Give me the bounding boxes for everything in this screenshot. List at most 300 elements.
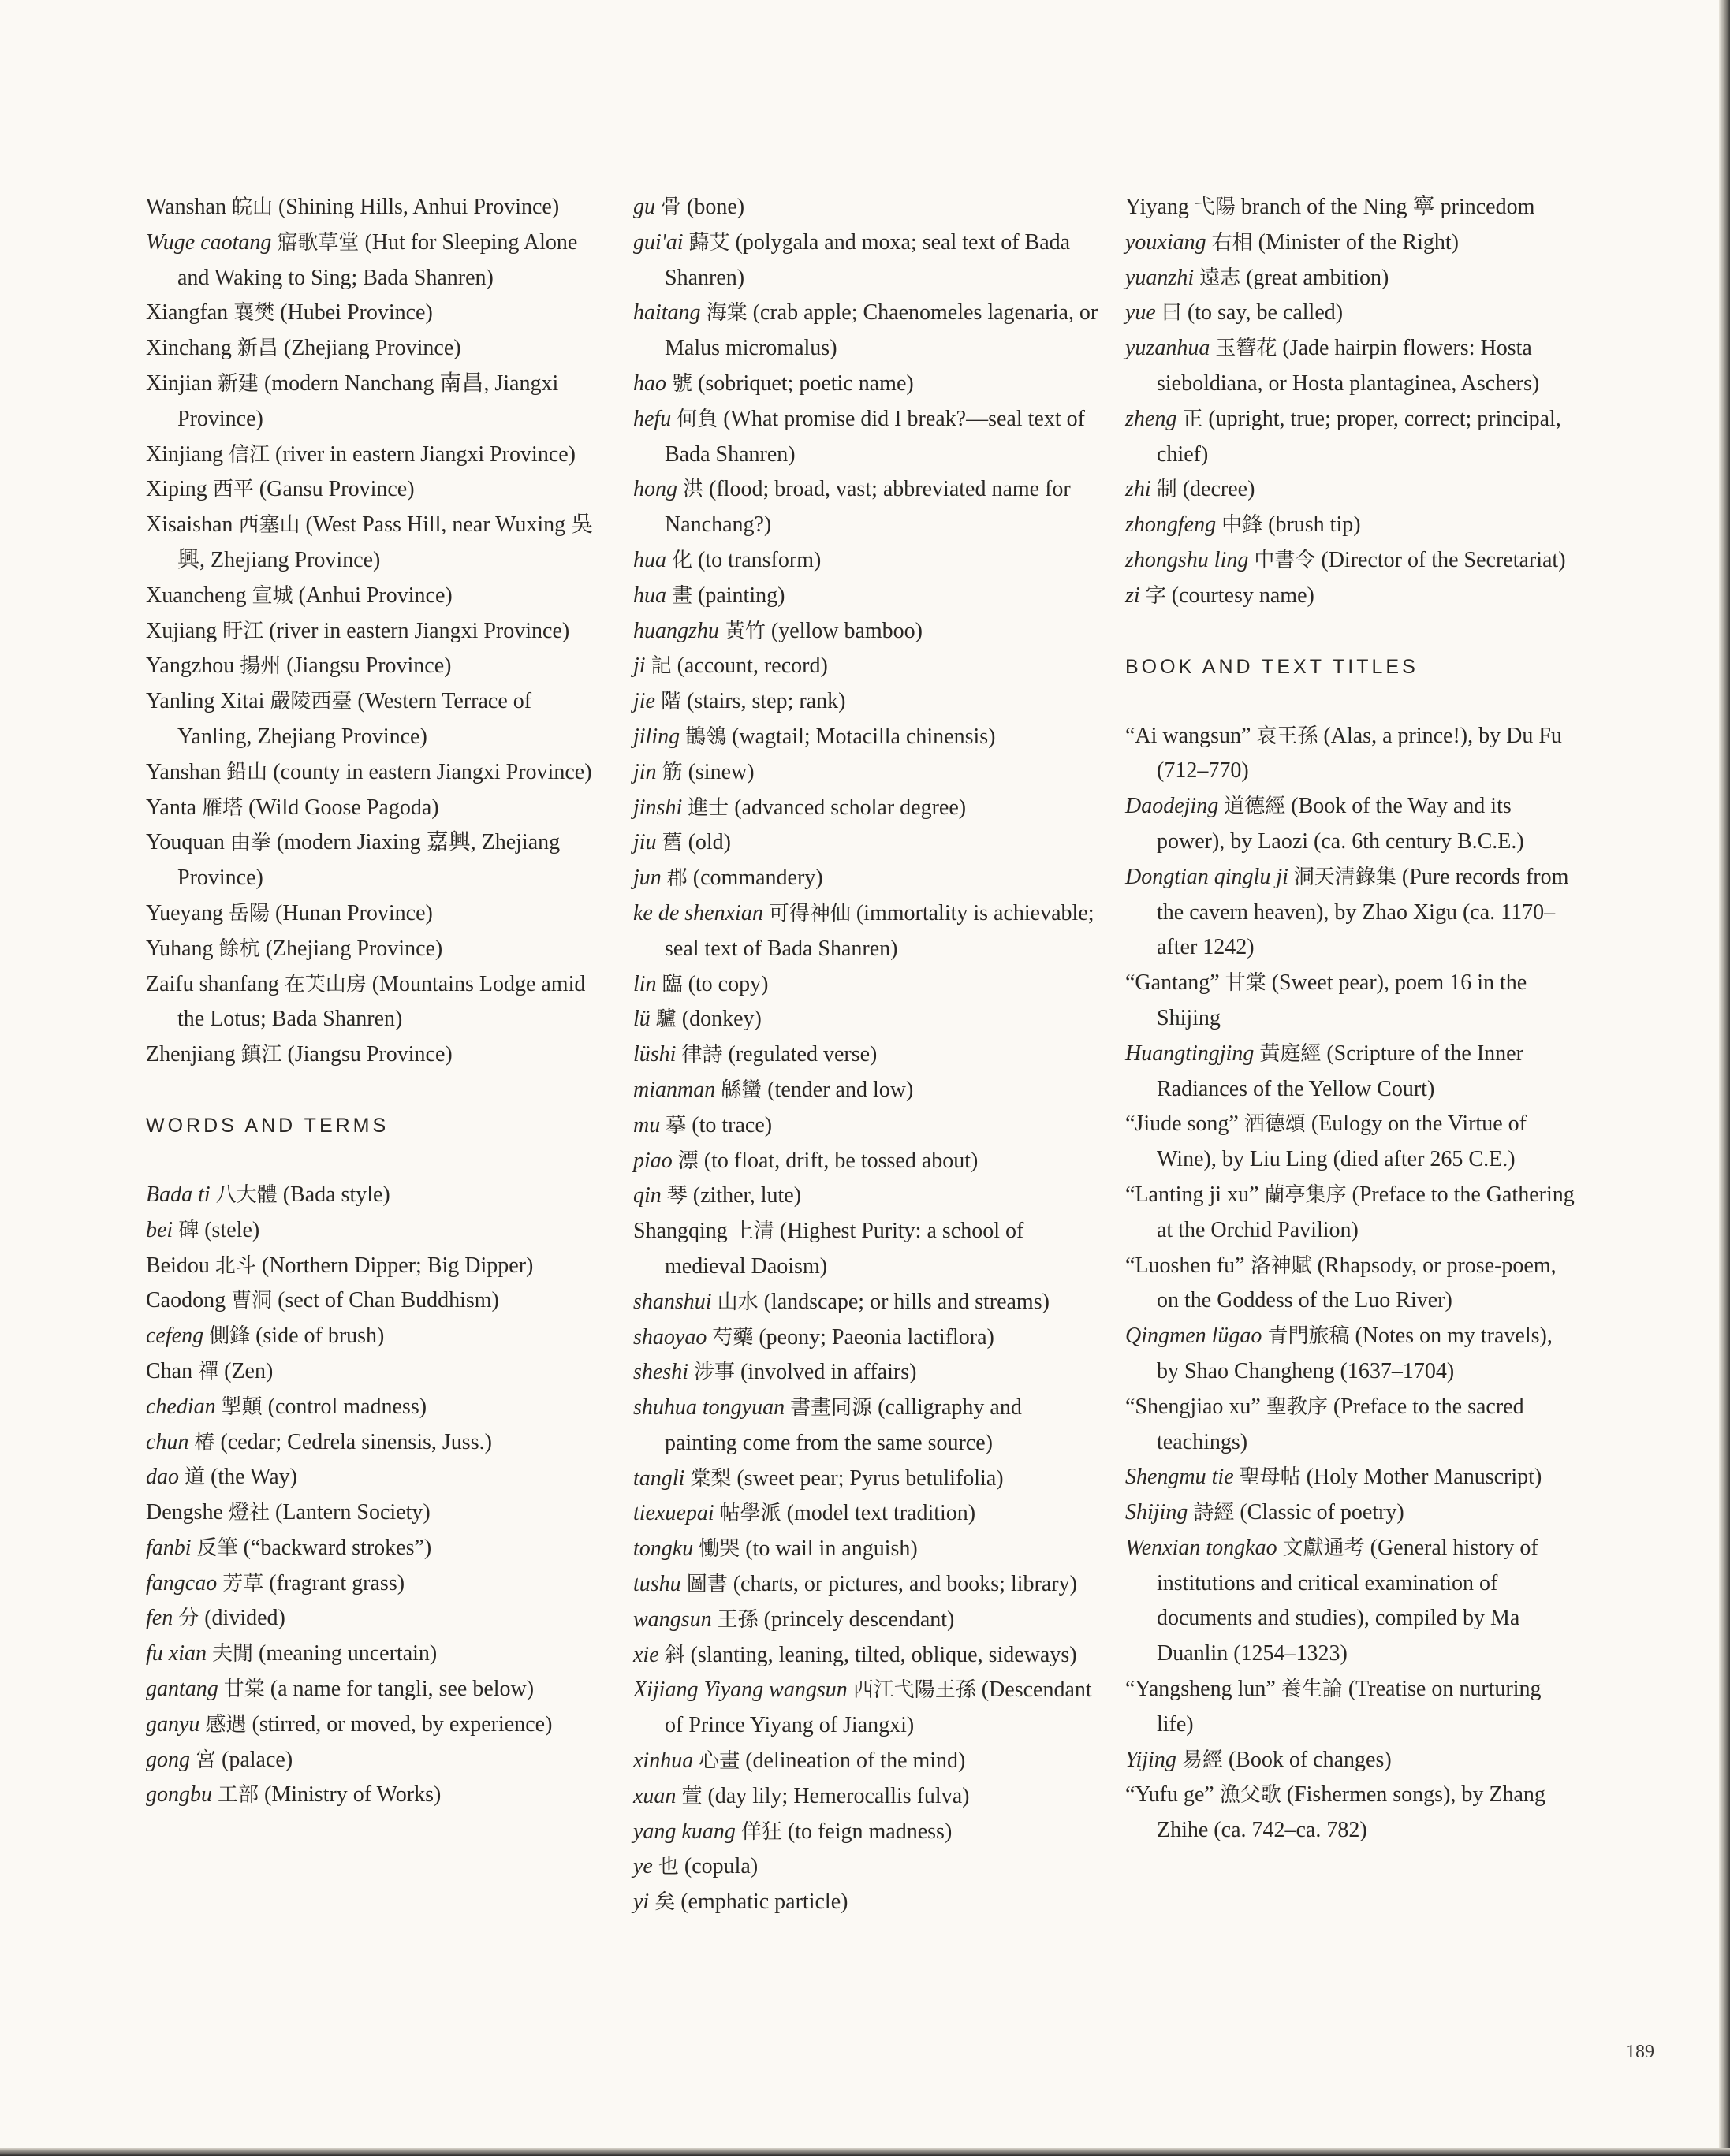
glossary-chinese-characters: 漁父歌 — [1219, 1783, 1281, 1808]
glossary-gloss: (stele) — [204, 1217, 260, 1242]
glossary-entry — [146, 1460, 603, 1495]
glossary-entry — [146, 1778, 603, 1813]
glossary-chinese-characters: 洞天清錄集 — [1293, 865, 1396, 889]
glossary-gloss: (to transform) — [698, 547, 822, 572]
glossary-term: zi — [1125, 583, 1140, 608]
glossary-term: gong — [146, 1747, 190, 1772]
glossary-entry — [146, 896, 603, 932]
glossary-entry — [146, 579, 603, 614]
glossary-chinese-characters: 聖母帖 — [1239, 1465, 1301, 1490]
glossary-entry — [146, 967, 603, 1038]
glossary-gloss: (polygala and moxa; seal text of Bada Shanren) — [665, 229, 1071, 290]
glossary-gloss: (landscape; or hills and streams) — [763, 1289, 1050, 1314]
glossary-term: tiexuepai — [633, 1501, 714, 1526]
glossary-gloss: (river in eastern Jiangxi Province) — [269, 618, 570, 643]
glossary-chinese-characters: 中書令 — [1254, 548, 1316, 572]
glossary-gloss: (Director of the Secretariat) — [1321, 547, 1566, 572]
glossary-gloss: (wagtail; Motacilla chinensis) — [732, 724, 996, 749]
glossary-chinese-characters: 燈社 — [228, 1501, 270, 1525]
glossary-entry — [1125, 1319, 1579, 1390]
glossary-gloss: (commandery) — [692, 866, 823, 891]
glossary-gloss: (sweet pear; Pyrus betulifolia) — [736, 1465, 1004, 1491]
glossary-gloss: branch of the Ning 寧 princedom — [1240, 195, 1535, 219]
glossary-gloss: (Hut for Sleeping Alone and Waking to Sing; Bada Shanren) — [177, 229, 578, 290]
glossary-chinese-characters: 鉛山 — [226, 760, 268, 784]
glossary-chinese-characters: 襄樊 — [233, 301, 275, 326]
glossary-term: Yiyang — [1125, 195, 1189, 219]
glossary-entry — [633, 1285, 1098, 1320]
glossary-term: xinhua — [633, 1748, 694, 1774]
glossary-entry — [1125, 1460, 1579, 1495]
glossary-chinese-characters: 帖學派 — [719, 1502, 781, 1526]
glossary-chinese-characters: 也 — [658, 1855, 679, 1879]
glossary-chinese-characters: 緜蠻 — [721, 1078, 762, 1102]
glossary-entry — [633, 1496, 1098, 1532]
glossary-chinese-characters: 摹 — [666, 1113, 687, 1138]
glossary-gloss: (Wild Goose Pagoda) — [248, 795, 439, 820]
glossary-term: tongku — [633, 1536, 694, 1562]
glossary-entry — [633, 1885, 1098, 1920]
glossary-chinese-characters: 八大體 — [215, 1182, 278, 1207]
glossary-term: Yijing — [1125, 1747, 1176, 1772]
glossary-chinese-characters: 臨 — [662, 972, 683, 996]
glossary-chinese-characters: 棠梨 — [690, 1466, 732, 1491]
glossary-entry — [1125, 789, 1579, 860]
glossary-chinese-characters: 椿 — [194, 1430, 215, 1454]
glossary-entry — [633, 755, 1098, 791]
glossary-term: hua — [633, 583, 666, 608]
glossary-gloss: (Notes on my travels), by Shao Changheng (1637–1704) — [1157, 1324, 1553, 1383]
glossary-entry — [1125, 296, 1579, 331]
glossary-chinese-characters: 舊 — [662, 831, 683, 855]
glossary-gloss: (donkey) — [681, 1007, 762, 1032]
glossary-term: Xinjian — [146, 371, 212, 396]
glossary-term: tushu — [633, 1572, 681, 1597]
glossary-gloss: (decree) — [1182, 477, 1255, 502]
glossary-gloss: (involved in affairs) — [740, 1360, 917, 1385]
glossary-term: Xisaishan — [146, 512, 233, 538]
glossary-chinese-characters: 工部 — [218, 1783, 259, 1808]
glossary-chinese-characters: 可得神仙 — [768, 901, 851, 925]
glossary-gloss: (slanting, leaning, tilted, oblique, sideways) — [690, 1642, 1077, 1667]
glossary-entry — [633, 1815, 1098, 1850]
glossary-chinese-characters: 郡 — [666, 866, 688, 891]
glossary-chinese-characters: 海棠 — [706, 301, 748, 326]
glossary-entry — [633, 825, 1098, 861]
glossary-term: “Ai wangsun” — [1125, 723, 1251, 748]
glossary-entry — [633, 579, 1098, 614]
glossary-gloss: (princely descendant) — [763, 1607, 955, 1632]
glossary-entry — [633, 1391, 1098, 1462]
glossary-entry — [146, 1531, 603, 1566]
glossary-term: Dongtian qinglu ji — [1125, 864, 1288, 889]
glossary-term: Yanshan — [146, 759, 222, 784]
glossary-chinese-characters: 養生論 — [1281, 1678, 1343, 1702]
glossary-chinese-characters: 岳陽 — [228, 901, 270, 925]
glossary-term: Yangzhou — [146, 654, 235, 679]
glossary-chinese-characters: 曹洞 — [231, 1289, 273, 1313]
glossary-gloss: (to float, drift, be tossed about) — [703, 1148, 979, 1173]
glossary-term: gu — [633, 195, 655, 219]
glossary-entry — [633, 649, 1098, 684]
glossary-term: Chan — [146, 1358, 193, 1383]
glossary-chinese-characters: 矣 — [654, 1890, 676, 1915]
glossary-term: Shengmu tie — [1125, 1465, 1234, 1490]
glossary-chinese-characters: 雁塔 — [202, 795, 244, 820]
glossary-entry — [146, 438, 603, 473]
glossary-gloss: (Book of the Way and its power), by Laozi (ca. 6th century B.C.E.) — [1157, 794, 1524, 854]
book-and-text-titles-list — [1125, 719, 1579, 1849]
glossary-chinese-characters: 漂 — [677, 1149, 699, 1173]
glossary-chinese-characters: 新昌 — [237, 337, 278, 361]
glossary-entry — [633, 1144, 1098, 1179]
glossary-term: Xuancheng — [146, 583, 247, 608]
glossary-term: zhongfeng — [1125, 512, 1217, 538]
glossary-chinese-characters: 洪 — [683, 478, 704, 502]
glossary-column-3 — [1125, 190, 1579, 1849]
glossary-term: shaoyao — [633, 1324, 707, 1350]
glossary-entry — [146, 791, 603, 826]
glossary-term: yi — [633, 1890, 650, 1915]
glossary-gloss: (county in eastern Jiangxi Province) — [273, 759, 592, 784]
glossary-entry — [1125, 402, 1579, 473]
glossary-term: dao — [146, 1465, 179, 1490]
glossary-entry — [633, 684, 1098, 720]
glossary-chinese-characters: 琴 — [666, 1184, 688, 1208]
glossary-chinese-characters: 碑 — [178, 1218, 199, 1242]
glossary-gloss: (copula) — [684, 1854, 759, 1879]
glossary-chinese-characters: 哀王孫 — [1256, 724, 1318, 748]
glossary-gloss: (Zhejiang Province) — [265, 936, 443, 961]
glossary-entry — [146, 367, 603, 438]
glossary-gloss: (regulated verse) — [728, 1042, 878, 1067]
glossary-chinese-characters: 道 — [185, 1465, 206, 1490]
glossary-term: chedian — [146, 1394, 216, 1419]
glossary-chinese-characters: 驢 — [655, 1007, 677, 1032]
glossary-gloss: (control madness) — [267, 1394, 427, 1419]
glossary-chinese-characters: 北斗 — [214, 1253, 256, 1278]
glossary-entry — [1125, 508, 1579, 543]
glossary-gloss: (painting) — [698, 583, 785, 608]
glossary-term: yuzanhua — [1125, 336, 1210, 361]
glossary-term: Yanling Xitai — [146, 689, 265, 714]
glossary-term: Zaifu shanfang — [146, 971, 279, 996]
glossary-gloss: (modern Jiaxing 嘉興, Zhejiang Province) — [177, 830, 561, 891]
glossary-column-1 — [146, 190, 603, 1813]
glossary-gloss: (Gansu Province) — [259, 477, 415, 502]
glossary-chinese-characters: 嚴陵西臺 — [270, 690, 352, 714]
glossary-gloss: (model text tradition) — [786, 1501, 976, 1526]
glossary-entry — [633, 225, 1098, 296]
glossary-entry — [1125, 966, 1579, 1037]
glossary-gloss: (Mountains Lodge amid the Lotus; Bada Shanren) — [177, 971, 586, 1032]
glossary-term: zhongshu ling — [1125, 547, 1249, 572]
glossary-entry — [1125, 1178, 1579, 1249]
glossary-entry — [146, 1213, 603, 1249]
glossary-chinese-characters: 山水 — [717, 1290, 759, 1314]
glossary-entry — [146, 508, 603, 579]
glossary-term: gantang — [146, 1677, 218, 1702]
glossary-chinese-characters: 正 — [1182, 407, 1203, 431]
glossary-chinese-characters: 詩經 — [1193, 1501, 1235, 1525]
glossary-gloss: (stairs, step; rank) — [687, 689, 846, 714]
glossary-term: Dengshe — [146, 1500, 223, 1525]
glossary-gloss: (Alas, a prince!), by Du Fu (712–770) — [1157, 723, 1562, 784]
glossary-entry — [1125, 579, 1579, 614]
glossary-entry — [1125, 1672, 1579, 1743]
glossary-entry — [633, 1320, 1098, 1356]
glossary-term: hua — [633, 547, 666, 572]
glossary-term: ye — [633, 1854, 653, 1879]
glossary-entry — [633, 1214, 1098, 1285]
glossary-chinese-characters: 骨 — [661, 195, 682, 219]
section-heading-words-and-terms: WORDS AND TERMS — [146, 1114, 390, 1137]
glossary-gloss: (Lantern Society) — [275, 1500, 431, 1525]
glossary-chinese-characters: 信江 — [229, 442, 270, 467]
glossary-term: Huangtingjing — [1125, 1041, 1255, 1066]
glossary-gloss: (Jiangsu Province) — [286, 654, 452, 679]
glossary-entry — [146, 1425, 603, 1461]
glossary-chinese-characters: 反筆 — [196, 1536, 238, 1560]
glossary-gloss: (old) — [688, 830, 732, 855]
glossary-entry — [1125, 225, 1579, 261]
glossary-entry — [1125, 261, 1579, 296]
glossary-chinese-characters: 甘棠 — [223, 1678, 265, 1702]
glossary-chinese-characters: 芍藥 — [712, 1325, 754, 1350]
glossary-chinese-characters: 慟哭 — [699, 1537, 740, 1562]
glossary-term: sheshi — [633, 1360, 688, 1385]
glossary-term: Beidou — [146, 1253, 210, 1278]
glossary-gloss: (meaning uncertain) — [259, 1641, 438, 1666]
glossary-chinese-characters: 號 — [672, 371, 693, 396]
glossary-gloss: (courtesy name) — [1171, 583, 1314, 608]
glossary-chinese-characters: 宣城 — [252, 583, 293, 608]
glossary-chinese-characters: 新建 — [218, 371, 259, 396]
glossary-chinese-characters: 心畫 — [699, 1749, 740, 1774]
glossary-term: Zhenjiang — [146, 1042, 236, 1067]
glossary-chinese-characters: 皖山 — [231, 195, 273, 219]
glossary-gloss: (advanced scholar degree) — [734, 795, 967, 820]
glossary-term: jinshi — [633, 795, 683, 820]
glossary-gloss: (Pure records from the cavern heaven), by Zhao Xigu (ca. 1170–after 1242) — [1157, 864, 1569, 960]
glossary-term: Qingmen lügao — [1125, 1324, 1262, 1349]
glossary-chinese-characters: 道德經 — [1224, 795, 1286, 819]
glossary-entry — [1125, 1037, 1579, 1108]
glossary-entry — [146, 296, 603, 331]
glossary-term: yuanzhi — [1125, 265, 1195, 290]
glossary-entry — [1125, 860, 1579, 966]
glossary-entry — [1125, 472, 1579, 508]
glossary-entry — [146, 1354, 603, 1390]
glossary-chinese-characters: 夫閒 — [212, 1642, 254, 1666]
glossary-term: shanshui — [633, 1289, 712, 1314]
glossary-gloss: (Minister of the Right) — [1258, 229, 1459, 255]
glossary-gloss: (Western Terrace of Yanling, Zhejiang Province) — [177, 689, 532, 749]
glossary-term: Wenxian tongkao — [1125, 1535, 1277, 1560]
glossary-gloss: (Eulogy on the Virtue of Wine), by Liu Ling (died after 265 C.E.) — [1157, 1112, 1527, 1172]
glossary-term: jin — [633, 759, 657, 784]
glossary-entry — [633, 1037, 1098, 1073]
glossary-gloss: (Anhui Province) — [298, 583, 453, 608]
glossary-entry — [633, 614, 1098, 650]
glossary-term: Xujiang — [146, 618, 218, 643]
glossary-term: haitang — [633, 300, 701, 326]
glossary-term: wangsun — [633, 1607, 712, 1632]
glossary-gloss: (Holy Mother Manuscript) — [1306, 1465, 1542, 1490]
glossary-chinese-characters: 弋陽 — [1194, 195, 1236, 219]
glossary-gloss: (charts, or pictures, and books; library) — [733, 1572, 1077, 1597]
glossary-term: jiu — [633, 830, 657, 855]
glossary-term: mianman — [633, 1077, 716, 1102]
glossary-term: Caodong — [146, 1288, 226, 1313]
glossary-entry — [1125, 331, 1579, 402]
glossary-term: cefeng — [146, 1324, 204, 1349]
glossary-gloss: (the Way) — [211, 1465, 297, 1490]
glossary-gloss: (Preface to the Gathering at the Orchid Pavilion) — [1157, 1182, 1575, 1242]
glossary-term: Shangqing — [633, 1219, 728, 1244]
glossary-term: Xiping — [146, 477, 207, 502]
glossary-term: lüshi — [633, 1042, 677, 1067]
glossary-gloss: (Ministry of Works) — [264, 1782, 442, 1808]
glossary-chinese-characters: 曰 — [1161, 301, 1182, 326]
glossary-term: Xijiang Yiyang wangsun — [633, 1678, 848, 1703]
glossary-chinese-characters: 易經 — [1181, 1748, 1223, 1772]
glossary-entry — [146, 472, 603, 508]
glossary-chinese-characters: 階 — [661, 690, 682, 714]
glossary-term: lin — [633, 971, 657, 996]
glossary-term: hong — [633, 477, 677, 502]
glossary-entry — [1125, 1743, 1579, 1778]
glossary-term: qin — [633, 1183, 662, 1208]
glossary-gloss: (modern Nanchang 南昌, Jiangxi Province) — [177, 371, 559, 431]
glossary-chinese-characters: 西江弋陽王孫 — [852, 1678, 976, 1703]
glossary-gloss: (bone) — [687, 195, 745, 219]
glossary-term: jun — [633, 866, 662, 891]
glossary-chinese-characters: 遠志 — [1199, 266, 1241, 290]
glossary-gloss: (What promise did I break?—seal text of Bada Shanren) — [665, 406, 1085, 467]
glossary-entry — [146, 1743, 603, 1778]
glossary-entry — [146, 825, 603, 896]
page-number: 189 — [1626, 2042, 1654, 2062]
glossary-term: bei — [146, 1217, 173, 1242]
glossary-entry — [146, 684, 603, 755]
glossary-entry — [146, 1283, 603, 1319]
glossary-gloss: (Bada style) — [282, 1182, 390, 1207]
glossary-gloss: (great ambition) — [1246, 265, 1389, 290]
glossary-entry — [633, 1603, 1098, 1638]
glossary-entry — [146, 1601, 603, 1637]
glossary-entry — [633, 1073, 1098, 1108]
glossary-gloss: (zither, lute) — [692, 1183, 802, 1208]
glossary-chinese-characters: 蘬艾 — [688, 230, 730, 255]
glossary-term: hefu — [633, 406, 672, 431]
glossary-term: Yuhang — [146, 936, 214, 961]
glossary-entry — [633, 1002, 1098, 1037]
glossary-chinese-characters: 聖教序 — [1266, 1395, 1328, 1419]
glossary-chinese-characters: 斜 — [664, 1643, 685, 1667]
glossary-chinese-characters: 由拳 — [229, 831, 271, 855]
glossary-entry — [633, 1744, 1098, 1779]
glossary-entry — [633, 472, 1098, 543]
glossary-entry — [633, 967, 1098, 1003]
glossary-entry — [633, 1849, 1098, 1885]
glossary-term: mu — [633, 1112, 661, 1138]
glossary-gloss: (brush tip) — [1268, 512, 1361, 538]
page-edge-shadow — [1719, 0, 1730, 2156]
glossary-gloss: (Hubei Province) — [280, 300, 433, 326]
glossary-chinese-characters: 右相 — [1211, 230, 1253, 255]
glossary-gloss: (sinew) — [688, 759, 755, 784]
glossary-gloss: (fragrant grass) — [269, 1570, 405, 1596]
glossary-gloss: (river in eastern Jiangxi Province) — [275, 441, 576, 467]
glossary-entry — [633, 1108, 1098, 1144]
glossary-entry — [633, 1462, 1098, 1497]
glossary-term: “Lanting ji xu” — [1125, 1182, 1259, 1207]
glossary-chinese-characters: 禪 — [198, 1359, 219, 1383]
glossary-gloss: (upright, true; proper, correct; principal, chief) — [1157, 406, 1561, 467]
glossary-term: fangcao — [146, 1570, 218, 1596]
glossary-entry — [633, 1638, 1098, 1674]
glossary-gloss: (flood; broad, vast; abbreviated name for Nanchang?) — [665, 477, 1071, 538]
glossary-term: xie — [633, 1642, 659, 1667]
glossary-entry — [633, 861, 1098, 896]
glossary-entry — [146, 1319, 603, 1354]
glossary-term: “Yangsheng lun” — [1125, 1677, 1276, 1702]
glossary-gloss: (Classic of poetry) — [1240, 1500, 1404, 1525]
glossary-term: youxiang — [1125, 229, 1206, 255]
glossary-entry — [633, 190, 1098, 225]
glossary-term: zhi — [1125, 477, 1151, 502]
glossary-term: yue — [1125, 300, 1156, 326]
glossary-entry — [1125, 1107, 1579, 1178]
glossary-entry — [146, 614, 603, 650]
glossary-entry — [146, 1249, 603, 1284]
glossary-gloss: (Preface to the sacred teachings) — [1157, 1394, 1524, 1454]
section-heading-book-and-text-titles: BOOK AND TEXT TITLES — [1125, 655, 1419, 678]
glossary-chinese-characters: 記 — [651, 654, 672, 679]
glossary-gloss: (Treatise on nurturing life) — [1157, 1677, 1542, 1737]
glossary-gloss: (Rhapsody, or prose-poem, on the Goddess of the Luo River) — [1157, 1253, 1557, 1313]
glossary-term: xuan — [633, 1783, 677, 1808]
glossary-gloss: (to feign madness) — [787, 1819, 953, 1844]
glossary-entry — [146, 755, 603, 791]
glossary-term: lü — [633, 1007, 651, 1032]
glossary-chinese-characters: 涉事 — [694, 1361, 736, 1385]
glossary-gloss: (tender and low) — [767, 1077, 914, 1102]
glossary-chinese-characters: 萱 — [681, 1784, 703, 1808]
glossary-gloss: (palace) — [222, 1747, 293, 1772]
glossary-term: jie — [633, 689, 655, 714]
glossary-gloss: (Zhejiang Province) — [283, 336, 461, 361]
glossary-term: Daodejing — [1125, 794, 1219, 819]
glossary-gloss: (Shining Hills, Anhui Province) — [278, 195, 560, 219]
glossary-term: Wuge caotang — [146, 229, 272, 255]
glossary-term: hao — [633, 371, 666, 396]
glossary-entry — [633, 1532, 1098, 1567]
glossary-entry — [633, 791, 1098, 826]
glossary-chinese-characters: 黃庭經 — [1259, 1041, 1322, 1066]
glossary-term: “Shengjiao xu” — [1125, 1394, 1261, 1419]
glossary-chinese-characters: 寤歌草堂 — [277, 230, 360, 255]
glossary-chinese-characters: 圖書 — [686, 1573, 728, 1597]
glossary-term: shuhua tongyuan — [633, 1395, 785, 1421]
glossary-term: jiling — [633, 724, 680, 749]
glossary-entry — [146, 190, 603, 225]
glossary-term: ganyu — [146, 1711, 200, 1737]
glossary-gloss: (Highest Purity: a school of medieval Daoism) — [665, 1219, 1024, 1279]
glossary-gloss: (sect of Chan Buddhism) — [278, 1288, 499, 1313]
glossary-term: “Jiude song” — [1125, 1112, 1239, 1137]
